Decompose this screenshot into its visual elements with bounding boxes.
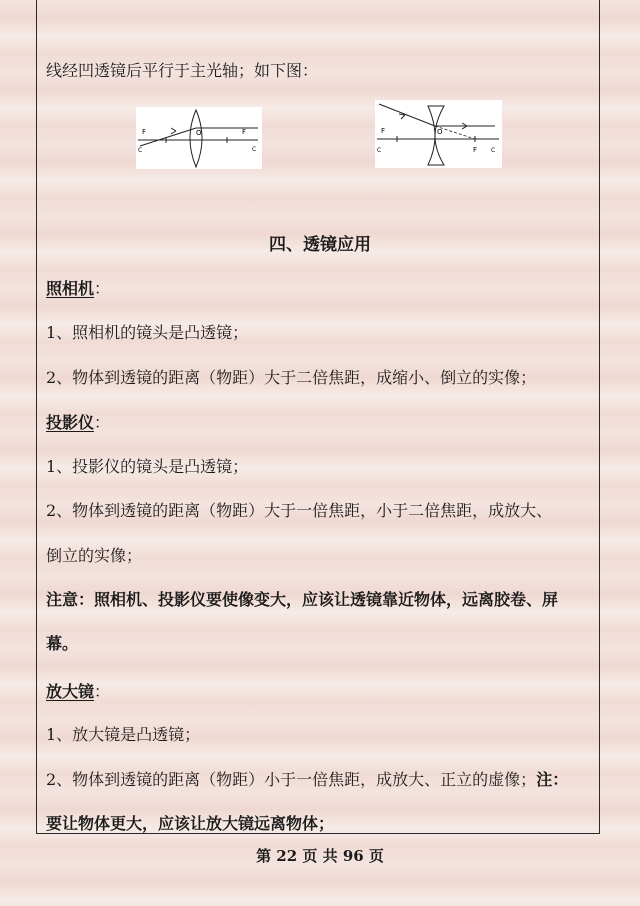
arrow-icon — [399, 114, 405, 119]
page-footer: 第 22 页 共 96 页 — [256, 847, 384, 865]
label-f-right: F — [242, 128, 247, 136]
magnifier-note-label: 注： — [536, 770, 569, 789]
projector-item-2a: 2、物体到透镜的距离（物距）大于一倍焦距，小于二倍焦距，成放大、 — [46, 501, 553, 520]
magnifier-item-2a — [46, 767, 568, 790]
label-o: O — [196, 129, 202, 137]
projector-colon: ： — [94, 413, 111, 432]
concave-lens-diagram — [375, 100, 502, 168]
arrow-icon — [171, 128, 176, 134]
magnifier-item-2b: 要让物体更大，应该让放大镜远离物体； — [46, 814, 335, 833]
label-c-right: C — [252, 146, 257, 153]
camera-title: 照相机 — [46, 279, 95, 298]
label-c-left: C — [138, 147, 143, 154]
page-border — [36, 0, 600, 834]
note-line-2: 幕。 — [46, 634, 79, 653]
convex-lens-shape — [190, 110, 202, 167]
camera-heading — [46, 276, 110, 299]
section-heading: 四、透镜应用 — [269, 235, 371, 255]
label-c-right: C — [491, 147, 496, 154]
magnifier-heading — [46, 679, 110, 702]
camera-item-2: 2、物体到透镜的距离（物距）大于二倍焦距，成缩小、倒立的实像； — [46, 368, 537, 387]
camera-colon: ： — [94, 279, 111, 298]
label-c-left: C — [377, 147, 382, 154]
magnifier-item-2a-text: 2、物体到透镜的距离（物距）小于一倍焦距，成放大、正立的虚像； — [46, 770, 537, 789]
magnifier-item-1: 1、放大镜是凸透镜； — [46, 725, 201, 744]
incident-ray — [379, 104, 435, 126]
projector-heading — [46, 410, 110, 433]
convex-lens-diagram — [136, 107, 262, 169]
camera-item-1: 1、照相机的镜头是凸透镜； — [46, 323, 249, 342]
projector-title: 投影仪 — [46, 413, 95, 432]
label-o: O — [437, 128, 443, 136]
label-f-left: F — [381, 127, 386, 135]
projector-item-1: 1、投影仪的镜头是凸透镜； — [46, 457, 249, 476]
magnifier-colon: ： — [94, 682, 111, 701]
projector-item-2b: 倒立的实像； — [46, 546, 143, 565]
magnifier-title: 放大镜 — [46, 682, 95, 701]
text-line-1: 线经凹透镜后平行于主光轴；如下图： — [46, 61, 319, 80]
label-f-left: F — [142, 128, 147, 136]
incident-ray — [140, 128, 196, 146]
note-line-1: 注意：照相机、投影仪要使像变大，应该让透镜靠近物体，远离胶卷、屏 — [46, 590, 559, 609]
label-f-right: F — [473, 146, 478, 154]
